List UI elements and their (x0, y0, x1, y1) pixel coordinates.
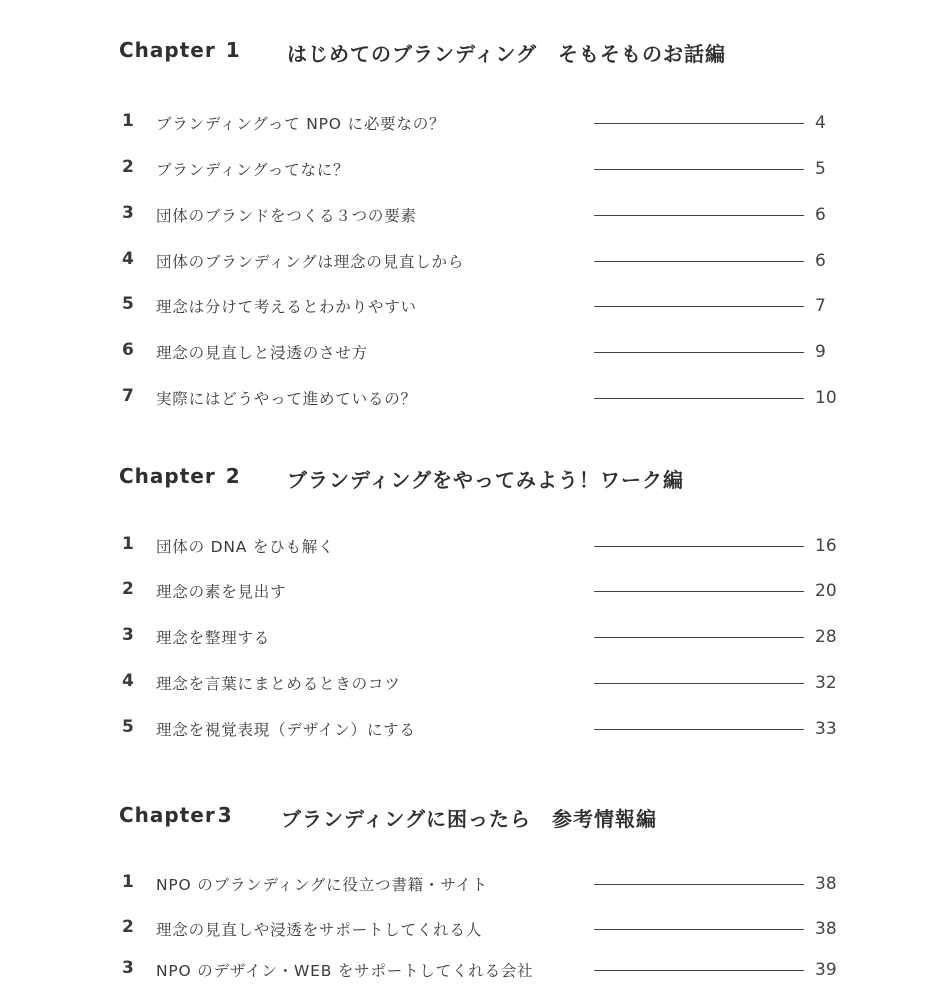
chapter-3-heading (119, 803, 233, 827)
leader-line (594, 929, 804, 930)
chapter-2-subtitle: ブランディングをやってみよう！ワーク編 (287, 468, 684, 492)
toc-entry[interactable] (0, 386, 948, 410)
entry-number: 1 (122, 872, 134, 892)
entry-page: 6 (815, 205, 826, 225)
chapter-1-subtitle: はじめてのブランディング そもそものお話編 (287, 42, 726, 66)
entry-title: ブランディングってなに？ (156, 161, 350, 179)
entry-page: 6 (815, 251, 826, 271)
entry-title: 理念の素を見出す (156, 583, 287, 601)
entry-page: 39 (815, 960, 837, 980)
entry-number: 6 (122, 340, 134, 360)
leader-line (594, 591, 804, 592)
entry-page: 10 (815, 388, 837, 408)
leader-line (594, 637, 804, 638)
leader-line (594, 306, 804, 307)
entry-number: 5 (122, 717, 134, 737)
leader-line (594, 970, 804, 971)
leader-line (594, 683, 804, 684)
entry-title: NPO のデザイン・WEB をサポートしてくれる会社 (156, 962, 534, 980)
entry-number: 1 (122, 534, 134, 554)
leader-line (594, 884, 804, 885)
entry-number: 4 (122, 249, 134, 269)
entry-page: 5 (815, 159, 826, 179)
entry-number: 3 (122, 203, 134, 223)
chapter-2-heading (119, 464, 241, 488)
entry-number: 2 (122, 157, 134, 177)
leader-line (594, 729, 804, 730)
leader-line (594, 261, 804, 262)
toc-entry[interactable] (0, 340, 948, 364)
toc-entry[interactable] (0, 203, 948, 227)
chapter-3-subtitle: ブランディングに困ったら 参考情報編 (281, 807, 657, 831)
toc-entry[interactable] (0, 717, 948, 741)
chapter-label: Chapter (119, 803, 216, 827)
entry-title: 団体のブランドをつくる３つの要素 (156, 207, 417, 225)
toc-entry[interactable] (0, 917, 948, 941)
entry-title: NPO のブランディングに役立つ書籍・サイト (156, 876, 489, 894)
toc-entry[interactable] (0, 294, 948, 318)
toc-entry[interactable] (0, 111, 948, 135)
toc-entry[interactable] (0, 249, 948, 273)
entry-number: 3 (122, 625, 134, 645)
entry-title: 理念を言葉にまとめるときのコツ (156, 675, 401, 693)
leader-line (594, 398, 804, 399)
entry-page: 38 (815, 874, 837, 894)
leader-line (594, 546, 804, 547)
toc-entry[interactable] (0, 958, 948, 982)
entry-title: 理念の見直しや浸透をサポートしてくれる人 (156, 921, 483, 939)
chapter-number: 3 (217, 803, 233, 827)
entry-number: 5 (122, 294, 134, 314)
leader-line (594, 215, 804, 216)
chapter-number: 1 (225, 38, 241, 62)
entry-page: 20 (815, 581, 837, 601)
toc-entry[interactable] (0, 872, 948, 896)
chapter-number: 2 (225, 464, 241, 488)
entry-title: 団体の DNA をひも解く (156, 538, 335, 556)
toc-entry[interactable] (0, 157, 948, 181)
entry-title: 理念を視覚表現（デザイン）にする (156, 721, 416, 739)
entry-number: 3 (122, 958, 134, 978)
entry-page: 28 (815, 627, 837, 647)
leader-line (594, 352, 804, 353)
entry-title: 実際にはどうやって進めているの？ (156, 390, 417, 408)
entry-page: 32 (815, 673, 837, 693)
toc-entry[interactable] (0, 534, 948, 558)
entry-page: 4 (815, 113, 826, 133)
entry-title: 理念を整理する (156, 629, 271, 647)
entry-number: 7 (122, 386, 134, 406)
entry-page: 9 (815, 342, 826, 362)
entry-number: 1 (122, 111, 134, 131)
entry-title: 理念の見直しと浸透のさせ方 (156, 344, 368, 362)
entry-number: 4 (122, 671, 134, 691)
toc-entry[interactable] (0, 579, 948, 603)
entry-title: 団体のブランディングは理念の見直しから (156, 253, 465, 271)
entry-title: ブランディングって NPO に必要なの？ (156, 115, 446, 133)
toc-entry[interactable] (0, 625, 948, 649)
entry-page: 33 (815, 719, 837, 739)
leader-line (594, 123, 804, 124)
entry-page: 7 (815, 296, 826, 316)
leader-line (594, 169, 804, 170)
chapter-1-heading (119, 38, 241, 62)
entry-page: 38 (815, 919, 837, 939)
chapter-label: Chapter (119, 464, 216, 488)
chapter-label: Chapter (119, 38, 216, 62)
entry-title: 理念は分けて考えるとわかりやすい (156, 298, 417, 316)
toc-entry[interactable] (0, 671, 948, 695)
entry-number: 2 (122, 917, 134, 937)
entry-page: 16 (815, 536, 837, 556)
entry-number: 2 (122, 579, 134, 599)
